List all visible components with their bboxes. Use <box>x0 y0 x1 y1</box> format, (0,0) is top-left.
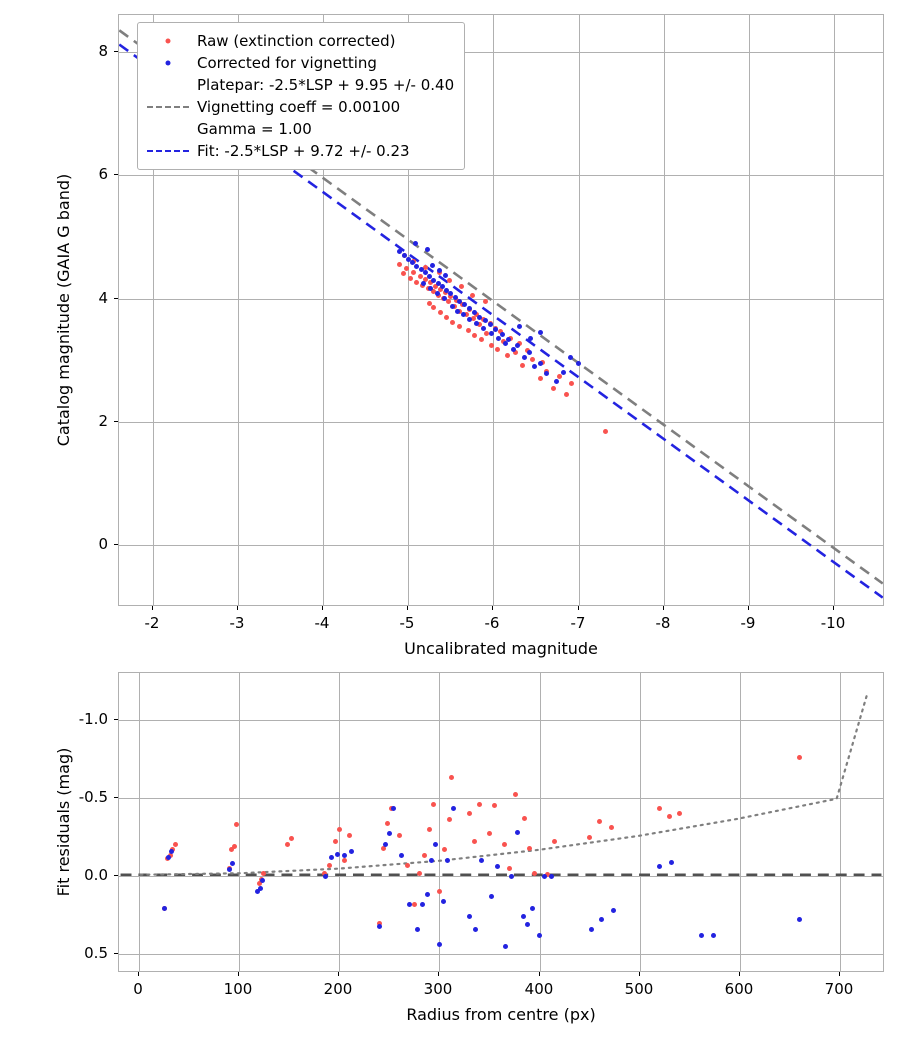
data-point <box>385 821 390 826</box>
data-point <box>522 355 527 360</box>
data-point <box>699 933 704 938</box>
data-point <box>450 304 455 309</box>
data-point <box>323 874 328 879</box>
data-point <box>495 864 500 869</box>
legend-marker-dash <box>147 106 189 108</box>
data-point <box>657 864 662 869</box>
data-point <box>492 803 497 808</box>
tick-mark-x <box>338 972 339 976</box>
data-point <box>542 874 547 879</box>
data-point <box>407 902 412 907</box>
legend-marker-dot <box>166 39 171 44</box>
xaxis-label-fit-residuals: Radius from centre (px) <box>406 1005 596 1024</box>
data-point <box>289 836 294 841</box>
data-point <box>568 355 573 360</box>
data-point <box>457 324 462 329</box>
data-point <box>444 288 449 293</box>
data-point <box>603 429 608 434</box>
data-point <box>505 353 510 358</box>
data-point <box>483 299 488 304</box>
data-point <box>481 326 486 331</box>
legend-label: Raw (extinction corrected) <box>197 31 396 50</box>
data-point <box>522 816 527 821</box>
data-point <box>489 894 494 899</box>
gridline-y <box>119 954 883 955</box>
data-point <box>479 858 484 863</box>
data-point <box>474 321 479 326</box>
tick-label-x: 400 <box>524 980 554 998</box>
data-point <box>258 886 263 891</box>
data-point <box>442 847 447 852</box>
data-point <box>561 370 566 375</box>
data-point <box>532 364 537 369</box>
data-point <box>437 889 442 894</box>
data-point <box>496 336 501 341</box>
tick-mark-x <box>152 606 153 610</box>
data-point <box>797 755 802 760</box>
data-point <box>599 917 604 922</box>
data-point <box>232 844 237 849</box>
data-point <box>427 827 432 832</box>
data-point <box>436 281 441 286</box>
data-point <box>397 833 402 838</box>
gridline-x <box>579 15 580 605</box>
gridline-x <box>439 673 440 971</box>
tick-label-x: -2 <box>144 614 160 632</box>
gridline-x <box>640 673 641 971</box>
data-point <box>329 855 334 860</box>
gridline-x <box>493 15 494 605</box>
tick-label-x: -8 <box>655 614 671 632</box>
tick-mark-y <box>114 797 118 798</box>
data-point <box>431 305 436 310</box>
data-point <box>472 333 477 338</box>
data-point <box>507 866 512 871</box>
data-point <box>447 278 452 283</box>
data-point <box>337 827 342 832</box>
data-point <box>408 276 413 281</box>
data-point <box>387 831 392 836</box>
tick-label-y: 0.5 <box>84 944 108 962</box>
data-point <box>527 350 532 355</box>
yaxis-label-photometric-calibration: Catalog magnitude (GAIA G band) <box>54 173 73 447</box>
data-point <box>391 806 396 811</box>
legend-label: Fit: -2.5*LSP + 9.72 +/- 0.23 <box>197 141 410 160</box>
gridline-x <box>840 673 841 971</box>
tick-label-x: -6 <box>484 614 500 632</box>
data-point <box>450 320 455 325</box>
data-point <box>455 309 460 314</box>
data-point <box>495 347 500 352</box>
data-point <box>487 831 492 836</box>
gridline-y <box>119 422 883 423</box>
tick-label-x: 500 <box>624 980 654 998</box>
tick-mark-x <box>663 606 664 610</box>
data-point <box>441 899 446 904</box>
data-point <box>230 861 235 866</box>
data-point <box>347 833 352 838</box>
legend-entry <box>147 30 454 52</box>
data-point <box>418 274 423 279</box>
gridline-y <box>119 876 883 877</box>
data-point <box>447 817 452 822</box>
data-point <box>169 849 174 854</box>
legend-symbol <box>147 120 189 138</box>
legend-symbol <box>147 32 189 50</box>
data-point <box>488 322 493 327</box>
data-point <box>657 806 662 811</box>
tick-mark-x <box>138 972 139 976</box>
gridline-x <box>749 15 750 605</box>
tick-mark-y <box>114 174 118 175</box>
data-point <box>520 363 525 368</box>
data-point <box>444 315 449 320</box>
gridline-y <box>119 545 883 546</box>
data-point <box>528 336 533 341</box>
data-point <box>517 324 522 329</box>
data-point <box>342 858 347 863</box>
data-point <box>260 878 265 883</box>
legend-label: Platepar: -2.5*LSP + 9.95 +/- 0.40 <box>197 75 455 94</box>
legend-label: Vignetting coeff = 0.00100 <box>197 97 401 116</box>
data-point <box>449 775 454 780</box>
data-point <box>467 811 472 816</box>
data-point <box>173 842 178 847</box>
legend-entry <box>147 74 454 96</box>
data-point <box>549 874 554 879</box>
data-point <box>421 281 426 286</box>
data-point <box>530 906 535 911</box>
data-point <box>401 271 406 276</box>
data-point <box>552 839 557 844</box>
tick-mark-y <box>114 544 118 545</box>
data-point <box>406 257 411 262</box>
data-point <box>483 318 488 323</box>
data-point <box>569 381 574 386</box>
data-point <box>383 842 388 847</box>
data-point <box>551 386 556 391</box>
tick-label-x: -7 <box>570 614 586 632</box>
data-point <box>430 263 435 268</box>
data-point <box>503 944 508 949</box>
data-point <box>537 933 542 938</box>
data-point <box>611 908 616 913</box>
data-point <box>513 792 518 797</box>
data-point <box>419 267 424 272</box>
tick-mark-x <box>407 606 408 610</box>
data-point <box>443 273 448 278</box>
tick-mark-x <box>748 606 749 610</box>
data-point <box>402 253 407 258</box>
data-point <box>453 295 458 300</box>
gridline-x <box>339 673 340 971</box>
data-point <box>438 310 443 315</box>
tick-label-x: 300 <box>423 980 453 998</box>
legend-entry <box>147 140 454 162</box>
data-point <box>437 268 442 273</box>
data-point <box>544 371 549 376</box>
tick-label-y: 2 <box>98 412 108 430</box>
tick-mark-x <box>438 972 439 976</box>
tick-label-x: 700 <box>824 980 854 998</box>
tick-label-x: -4 <box>314 614 330 632</box>
data-point <box>527 846 532 851</box>
data-point <box>521 914 526 919</box>
gridline-x <box>740 673 741 971</box>
data-point <box>525 922 530 927</box>
data-point <box>442 296 447 301</box>
data-point <box>335 852 340 857</box>
data-point <box>433 842 438 847</box>
tick-mark-x <box>833 606 834 610</box>
data-point <box>261 871 266 876</box>
data-point <box>669 860 674 865</box>
data-point <box>459 284 464 289</box>
xaxis-label-photometric-calibration: Uncalibrated magnitude <box>404 639 598 658</box>
tick-mark-x <box>739 972 740 976</box>
gridline-x <box>540 673 541 971</box>
tick-mark-x <box>839 972 840 976</box>
data-point <box>349 849 354 854</box>
tick-label-x: -3 <box>229 614 245 632</box>
tick-mark-x <box>539 972 540 976</box>
data-point <box>166 855 171 860</box>
data-point <box>227 867 232 872</box>
tick-label-x: -9 <box>740 614 756 632</box>
gridline-y <box>119 175 883 176</box>
tick-label-x: 0 <box>133 980 143 998</box>
legend-entry <box>147 96 454 118</box>
data-point <box>479 337 484 342</box>
data-point <box>451 806 456 811</box>
tick-label-y: 8 <box>98 42 108 60</box>
tick-mark-y <box>114 719 118 720</box>
legend-label: Corrected for vignetting <box>197 53 377 72</box>
gridline-x <box>834 15 835 605</box>
data-point <box>609 825 614 830</box>
tick-label-x: 200 <box>323 980 353 998</box>
chart-panel-fit-residuals <box>54 672 884 1024</box>
data-point <box>414 280 419 285</box>
tick-mark-x <box>322 606 323 610</box>
data-point <box>564 392 569 397</box>
data-point <box>327 863 332 868</box>
tick-label-y: 0.0 <box>84 866 108 884</box>
data-point <box>413 241 418 246</box>
data-point <box>397 262 402 267</box>
gridline-x <box>664 15 665 605</box>
data-point <box>377 924 382 929</box>
data-point <box>473 927 478 932</box>
data-point <box>502 842 507 847</box>
tick-label-x: 600 <box>724 980 754 998</box>
tick-mark-y <box>114 953 118 954</box>
data-point <box>554 379 559 384</box>
data-point <box>667 814 672 819</box>
data-point <box>405 863 410 868</box>
data-point <box>538 330 543 335</box>
tick-label-y: 6 <box>98 165 108 183</box>
data-point <box>576 361 581 366</box>
legend-entry <box>147 118 454 140</box>
data-point <box>503 341 508 346</box>
data-point <box>470 293 475 298</box>
legend-label: Gamma = 1.00 <box>197 119 312 138</box>
data-point <box>477 802 482 807</box>
data-point <box>538 361 543 366</box>
data-point <box>515 830 520 835</box>
gridline-x <box>139 673 140 971</box>
tick-mark-x <box>492 606 493 610</box>
data-point <box>538 376 543 381</box>
data-point <box>509 874 514 879</box>
tick-mark-y <box>114 298 118 299</box>
tick-label-y: -1.0 <box>78 710 108 728</box>
data-point <box>589 927 594 932</box>
legend-box <box>137 22 465 170</box>
gridline-y <box>119 720 883 721</box>
data-point <box>234 822 239 827</box>
data-point <box>457 299 462 304</box>
tick-mark-x <box>238 972 239 976</box>
data-point <box>431 802 436 807</box>
data-point <box>466 328 471 333</box>
legend-entry <box>147 52 454 74</box>
data-point <box>445 858 450 863</box>
data-point <box>435 291 440 296</box>
gridline-y <box>119 798 883 799</box>
yaxis-label-fit-residuals: Fit residuals (mag) <box>54 747 73 897</box>
legend-symbol <box>147 142 189 160</box>
tick-label-x: -5 <box>399 614 415 632</box>
data-point <box>412 902 417 907</box>
tick-label-x: -10 <box>820 614 846 632</box>
data-point <box>677 811 682 816</box>
data-point <box>162 906 167 911</box>
legend-marker-dot <box>166 61 171 66</box>
tick-mark-y <box>114 875 118 876</box>
data-point <box>532 871 537 876</box>
data-point <box>399 853 404 858</box>
legend-symbol <box>147 54 189 72</box>
gridline-x <box>239 673 240 971</box>
legend-symbol <box>147 98 189 116</box>
plot-area-fit-residuals <box>118 672 884 972</box>
data-point <box>285 842 290 847</box>
data-point <box>417 871 422 876</box>
tick-label-y: 0 <box>98 535 108 553</box>
tick-mark-y <box>114 51 118 52</box>
data-point <box>467 317 472 322</box>
data-point <box>420 902 425 907</box>
data-point <box>437 942 442 947</box>
data-point <box>333 839 338 844</box>
tick-mark-x <box>578 606 579 610</box>
tick-mark-y <box>114 421 118 422</box>
data-point <box>587 835 592 840</box>
data-point <box>422 853 427 858</box>
data-point <box>425 247 430 252</box>
data-point <box>530 357 535 362</box>
tick-mark-x <box>237 606 238 610</box>
legend-marker-dash <box>147 150 189 152</box>
tick-label-y: 4 <box>98 289 108 307</box>
data-point <box>797 917 802 922</box>
data-point <box>425 892 430 897</box>
legend-symbol <box>147 76 189 94</box>
data-point <box>711 933 716 938</box>
tick-mark-x <box>639 972 640 976</box>
tick-label-x: 100 <box>223 980 253 998</box>
data-point <box>411 270 416 275</box>
data-point <box>415 927 420 932</box>
tick-label-y: -0.5 <box>78 788 108 806</box>
data-point <box>472 839 477 844</box>
data-point <box>467 914 472 919</box>
line-vignetting-curve <box>140 696 866 875</box>
gridline-y <box>119 299 883 300</box>
data-point <box>597 819 602 824</box>
data-point <box>429 858 434 863</box>
